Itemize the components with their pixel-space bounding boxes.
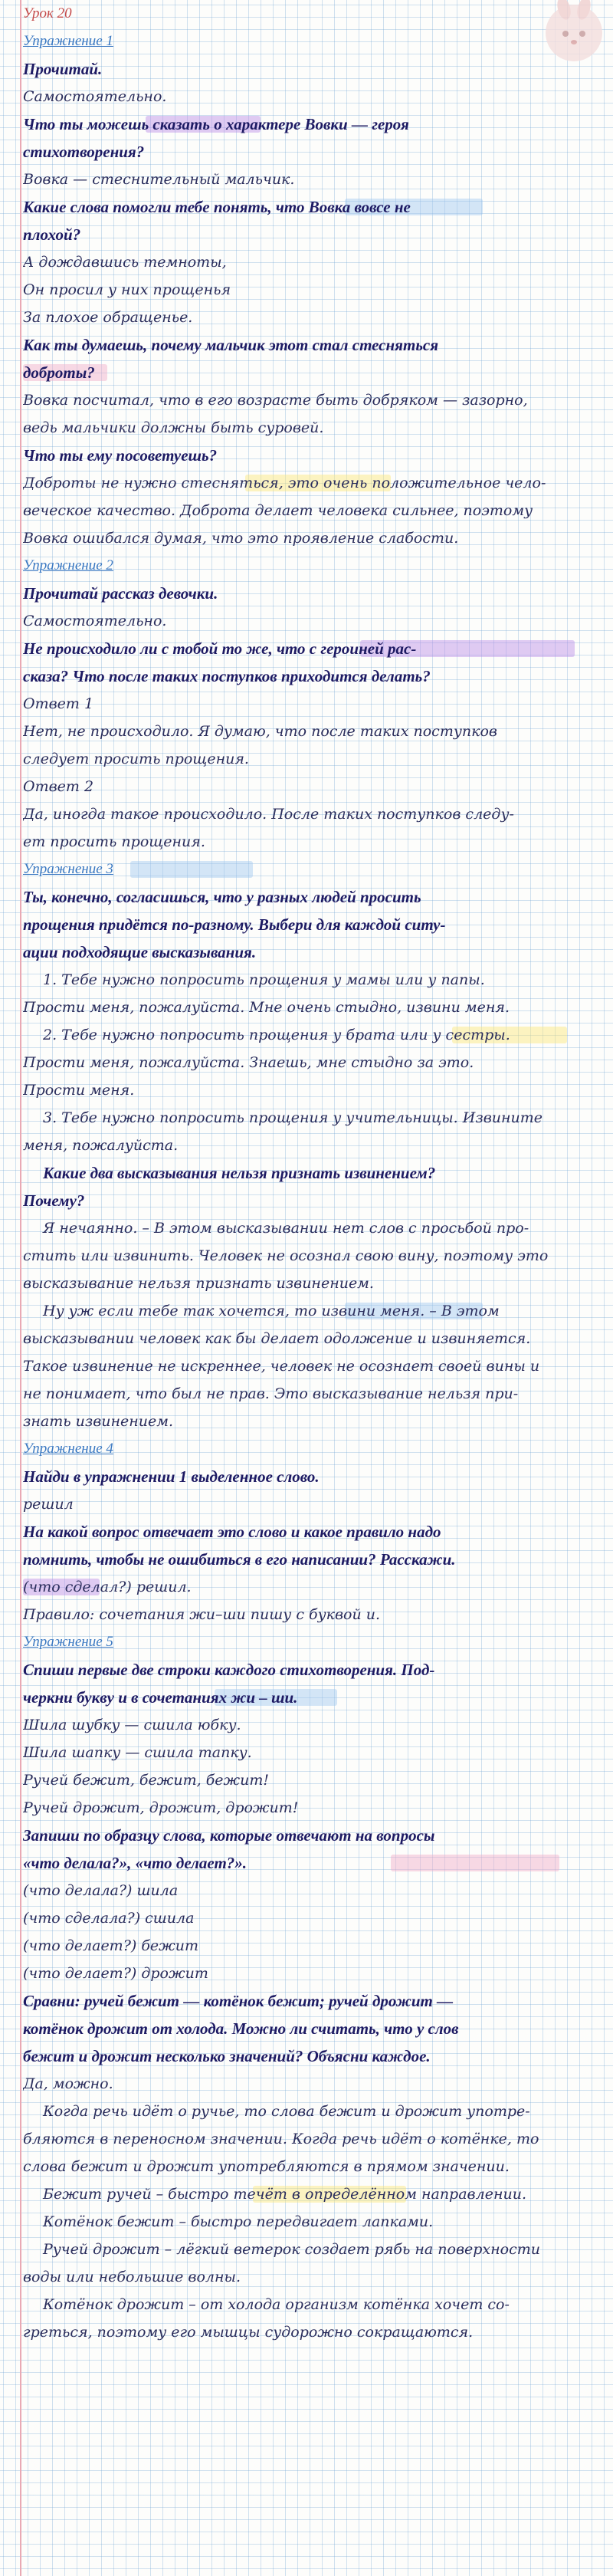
line-text: На какой вопрос отвечает это слово и какое правило надо <box>23 1523 441 1541</box>
task-text <box>23 138 605 166</box>
line-text: меня, пожалуйста. <box>23 1137 179 1154</box>
exercise-heading <box>23 1628 605 1656</box>
answer-text <box>23 166 605 193</box>
task-text <box>23 1546 605 1573</box>
line-text: Я нечаянно. – В этом высказывании нет слов с просьбой про- <box>43 1220 529 1237</box>
line-text: высказывании человек как бы делает одолжение и извиняется. <box>23 1330 531 1347</box>
line-text: Упражнение 2 <box>23 557 113 573</box>
answer-text <box>23 2236 605 2263</box>
line-text: Сравни: ручей бежит — котёнок бежит; ручей дрожит — <box>23 1992 454 2010</box>
task-text <box>23 2042 605 2070</box>
line-text: Ручей бежит, бежит, бежит! <box>23 1772 270 1789</box>
task-text <box>23 1187 605 1214</box>
answer-text <box>23 607 605 635</box>
task-text <box>23 1849 605 1877</box>
line-text: Шила шапку — сшила тапку. <box>23 1744 252 1761</box>
line-text: решил <box>23 1496 74 1513</box>
line-text: Какие два высказывания нельзя признать извинением? <box>43 1164 436 1182</box>
line-text: Котёнок дрожит – от холода организм котёнка хочет со- <box>43 2296 510 2313</box>
line-text: Вовка ошибался думая, что это проявление слабости. <box>23 530 459 547</box>
task-text <box>23 442 605 469</box>
line-text: Упражнение 4 <box>23 1441 113 1457</box>
line-text: знать извинением. <box>23 1413 174 1430</box>
task-text <box>23 110 605 138</box>
task-text <box>23 1684 605 1711</box>
answer-text <box>23 1352 605 1380</box>
line-text: (что делает?) дрожит <box>23 1965 208 1982</box>
marker-highlight <box>391 1855 559 1871</box>
answer-text <box>23 966 605 994</box>
notebook-page <box>23 0 605 2346</box>
answer-text <box>23 386 605 414</box>
task-text <box>23 193 605 221</box>
answer-text <box>23 1739 605 1766</box>
answer-text <box>23 690 605 718</box>
line-text: (что делает?) бежит <box>23 1937 199 1954</box>
answer-text <box>23 2291 605 2318</box>
line-text: Что ты можешь сказать о характере Вовки — героя <box>23 115 409 133</box>
line-text: Нет, не происходило. Я думаю, что после таких поступков <box>23 723 497 740</box>
line-text: Бежит ручей – быстро течёт в определённом направлении. <box>43 2186 526 2203</box>
line-text: Упражнение 5 <box>23 1634 113 1650</box>
task-text <box>23 1656 605 1684</box>
answer-text <box>23 800 605 828</box>
marker-highlight <box>130 861 253 878</box>
line-text: Что ты ему посоветуешь? <box>23 446 218 465</box>
task-text <box>23 55 605 83</box>
answer-text <box>23 718 605 745</box>
lesson-title <box>23 0 605 28</box>
line-text: Самостоятельно. <box>23 613 167 629</box>
line-text: Ручей дрожит – лёгкий ветерок создает рябь на поверхности <box>43 2241 540 2258</box>
task-text <box>23 1518 605 1546</box>
line-text: прощения придётся по-разному. Выбери для каждой ситу- <box>23 915 446 934</box>
task-text <box>23 221 605 248</box>
answer-text <box>23 1132 605 1159</box>
answer-text <box>23 773 605 800</box>
line-text: 1. Тебе нужно попросить прощения у мамы или у папы. <box>43 971 485 988</box>
line-text: греться, поэтому его мышцы судорожно сокращаются. <box>23 2324 474 2341</box>
answer-text <box>23 1242 605 1270</box>
answer-text <box>23 276 605 304</box>
answer-text <box>23 414 605 442</box>
answer-text <box>23 1960 605 1987</box>
line-text: «что делала?», «что делает?». <box>23 1854 247 1872</box>
line-text: (что сделал?) решил. <box>23 1579 192 1595</box>
task-text <box>23 1822 605 1849</box>
task-text <box>23 883 605 911</box>
answer-text <box>23 1490 605 1518</box>
answer-text <box>23 524 605 552</box>
line-text: Ну уж если тебе так хочется, то извини меня. – В этом <box>43 1303 500 1319</box>
line-text: Ответ 2 <box>23 778 94 795</box>
answer-text <box>23 497 605 524</box>
line-text: сказа? Что после таких поступков приходится делать? <box>23 667 431 685</box>
answer-text <box>23 1104 605 1132</box>
line-text: Правило: сочетания жи–ши пишу с буквой и. <box>23 1606 381 1623</box>
answer-text <box>23 2208 605 2236</box>
answer-text <box>23 304 605 331</box>
line-text: стихотворения? <box>23 143 145 161</box>
line-text: Вовка — стеснительный мальчик. <box>23 171 295 188</box>
line-text: Ручей дрожит, дрожит, дрожит! <box>23 1799 299 1816</box>
answer-text <box>23 2070 605 2098</box>
line-text: Прости меня. <box>23 1082 135 1099</box>
line-text: высказывание нельзя признать извинением. <box>23 1275 374 1292</box>
line-text: Такое извинение не искреннее, человек не осознает своей вины и <box>23 1358 540 1375</box>
answer-text <box>23 1904 605 1932</box>
line-text: Прочитай. <box>23 60 103 78</box>
line-text: ет просить прощения. <box>23 833 205 850</box>
line-text: слова бежит и дрожит употребляются в прямом значении. <box>23 2158 510 2175</box>
line-text: следует просить прощения. <box>23 751 249 767</box>
line-text: веческое качество. Доброта делает человека сильнее, поэтому <box>23 502 533 519</box>
task-text <box>23 580 605 607</box>
line-text: Доброты не нужно стесняться, это очень положительное чело- <box>23 475 546 491</box>
answer-text <box>23 1794 605 1822</box>
exercise-heading <box>23 552 605 580</box>
line-text: плохой? <box>23 225 81 244</box>
answer-text <box>23 1380 605 1408</box>
line-text: ведь мальчики должны быть суровей. <box>23 419 324 436</box>
answer-text <box>23 469 605 497</box>
answer-text <box>23 1711 605 1739</box>
answer-text <box>23 2263 605 2291</box>
task-text <box>23 938 605 966</box>
exercise-heading <box>23 28 605 55</box>
line-text: За плохое обращенье. <box>23 309 193 326</box>
answer-text <box>23 83 605 110</box>
line-text: Почему? <box>23 1191 85 1210</box>
answer-text <box>23 1932 605 1960</box>
line-text: Как ты думаешь, почему мальчик этот стал стесняться <box>23 336 439 354</box>
line-text: Когда речь идёт о ручье, то слова бежит и дрожит употре- <box>43 2103 530 2120</box>
line-text: Он просил у них прощенья <box>23 281 231 298</box>
line-text: Шила шубку — сшила юбку. <box>23 1717 241 1733</box>
line-text: стить или извинить. Человек не осознал свою вину, поэтому это <box>23 1247 549 1264</box>
line-text: Прости меня, пожалуйста. Знаешь, мне стыдно за это. <box>23 1054 474 1071</box>
answer-text <box>23 1601 605 1628</box>
line-text: 3. Тебе нужно попросить прощения у учительницы. Извините <box>43 1109 543 1126</box>
line-text: Упражнение 3 <box>23 861 113 877</box>
task-text <box>23 635 605 662</box>
task-text <box>23 1463 605 1490</box>
answer-text <box>23 1766 605 1794</box>
task-text <box>23 2015 605 2042</box>
line-text: Запиши по образцу слова, которые отвечают на вопросы <box>23 1826 435 1845</box>
task-text <box>23 911 605 938</box>
answer-text <box>23 1573 605 1601</box>
line-text: Котёнок бежит – быстро передвигает лапками. <box>43 2213 434 2230</box>
answer-text <box>23 1214 605 1242</box>
line-text: Прости меня, пожалуйста. Мне очень стыдно, извини меня. <box>23 999 510 1016</box>
answer-text <box>23 1877 605 1904</box>
line-text: Да, можно. <box>23 2075 113 2092</box>
answer-text <box>23 1270 605 1297</box>
line-text: А дождавшись темноты, <box>23 254 227 271</box>
task-text <box>23 359 605 386</box>
answer-text <box>23 1049 605 1076</box>
line-text: Упражнение 1 <box>23 33 113 49</box>
line-text: (что делала?) шила <box>23 1882 179 1899</box>
line-text: доброты? <box>23 363 95 382</box>
answer-text <box>23 828 605 856</box>
line-text: ации подходящие высказывания. <box>23 943 257 961</box>
task-text <box>23 1159 605 1187</box>
task-text <box>23 331 605 359</box>
line-text: Найди в упражнении 1 выделенное слово. <box>23 1467 320 1486</box>
line-text: 2. Тебе нужно попросить прощения у брата или у сестры. <box>43 1027 510 1043</box>
line-text: Прочитай рассказ девочки. <box>23 584 218 603</box>
line-text: помнить, чтобы не ошибиться в его написании? Расскажи. <box>23 1550 456 1569</box>
task-text <box>23 662 605 690</box>
line-text: котёнок дрожит от холода. Можно ли считать, что у слов <box>23 2019 459 2038</box>
exercise-heading <box>23 1435 605 1463</box>
answer-text <box>23 1297 605 1325</box>
line-text: (что сделала?) сшила <box>23 1910 195 1927</box>
answer-text <box>23 248 605 276</box>
line-text: бляются в переносном значении. Когда речь идёт о котёнке, то <box>23 2131 539 2147</box>
answer-text <box>23 2153 605 2180</box>
line-text: Не происходило ли с тобой то же, что с героиней рас- <box>23 639 417 658</box>
exercise-heading <box>23 856 605 883</box>
line-text: воды или небольшие волны. <box>23 2269 241 2285</box>
answer-text <box>23 994 605 1021</box>
answer-text <box>23 2318 605 2346</box>
line-text: Какие слова помогли тебе понять, что Вовка вовсе не <box>23 198 411 216</box>
answer-text <box>23 2125 605 2153</box>
answer-text <box>23 2098 605 2125</box>
answer-text <box>23 1408 605 1435</box>
line-text: Спиши первые две строки каждого стихотворения. Под- <box>23 1661 435 1679</box>
line-text: Вовка посчитал, что в его возрасте быть добряком — зазорно, <box>23 392 528 409</box>
answer-text <box>23 1021 605 1049</box>
line-text: не понимает, что был не прав. Это высказывание нельзя при- <box>23 1385 519 1402</box>
answer-text <box>23 1325 605 1352</box>
line-text: черкни букву и в сочетаниях жи – ши. <box>23 1688 298 1707</box>
task-text <box>23 1987 605 2015</box>
answer-text <box>23 745 605 773</box>
line-text: Ты, конечно, согласишься, что у разных людей просить <box>23 888 421 906</box>
line-text: Урок 20 <box>23 5 72 21</box>
line-text: бежит и дрожит несколько значений? Объясни каждое. <box>23 2047 431 2065</box>
answer-text <box>23 1076 605 1104</box>
answer-text <box>23 2180 605 2208</box>
line-text: Ответ 1 <box>23 695 94 712</box>
line-text: Да, иногда такое происходило. После таких поступков следу- <box>23 806 514 823</box>
line-text: Самостоятельно. <box>23 88 167 105</box>
